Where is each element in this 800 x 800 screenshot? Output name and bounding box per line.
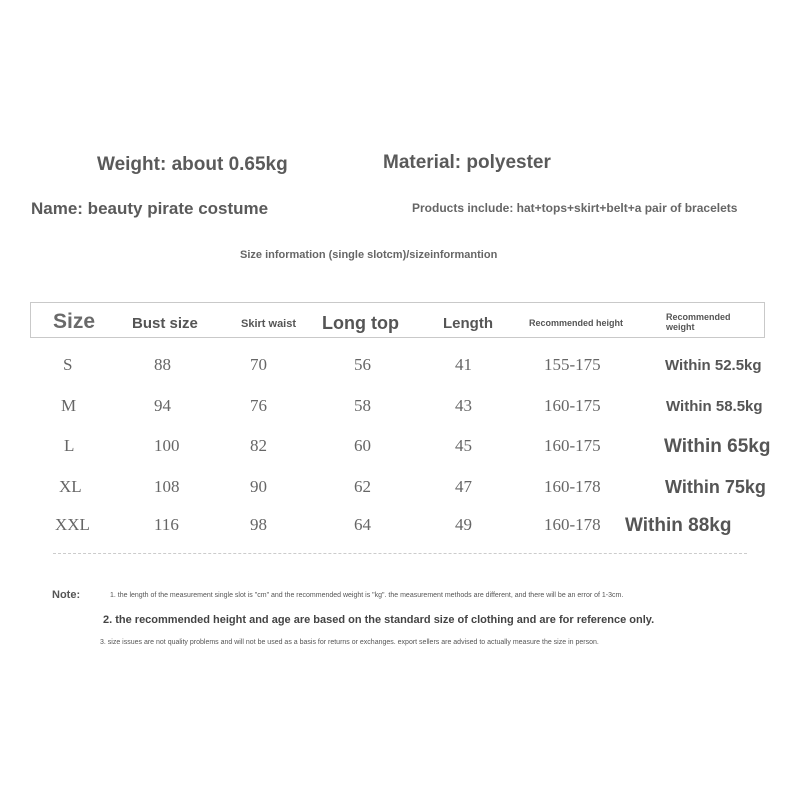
- cell-length: 47: [455, 477, 472, 496]
- cell-size: XXL: [55, 515, 90, 534]
- header-recommended-height: Recommended height: [529, 318, 624, 328]
- cell-recommended-weight: Within 75kg: [665, 477, 766, 497]
- product-name: Name: beauty pirate costume: [31, 199, 269, 218]
- cell-bust-size: 116: [154, 515, 179, 534]
- cell-length: 41: [455, 355, 472, 374]
- cell-recommended-weight: Within 58.5kg: [666, 398, 763, 415]
- material-info: Material: polyester: [383, 152, 551, 173]
- cell-bust-size: 100: [154, 436, 180, 455]
- header-long-top: Long top: [322, 313, 399, 333]
- cell-length: 49: [455, 515, 472, 534]
- cell-long-top: 64: [354, 515, 371, 534]
- weight-info: Weight: about 0.65kg: [97, 154, 288, 175]
- cell-long-top: 56: [354, 355, 371, 374]
- table-divider: [53, 553, 747, 554]
- cell-recommended-height: 160-178: [544, 515, 601, 534]
- cell-recommended-height: 160-175: [544, 436, 601, 455]
- header-recommended-weight: Recommended weight: [666, 312, 731, 332]
- cell-length: 45: [455, 436, 472, 455]
- cell-skirt-waist: 76: [250, 396, 267, 415]
- cell-recommended-weight: Within 65kg: [664, 436, 771, 457]
- cell-skirt-waist: 70: [250, 355, 267, 374]
- cell-recommended-weight: Within 88kg: [625, 515, 732, 536]
- cell-recommended-height: 160-178: [544, 477, 601, 496]
- header-size: Size: [53, 310, 96, 333]
- cell-bust-size: 94: [154, 396, 171, 415]
- cell-size: M: [61, 396, 77, 415]
- note-3: 3. size issues are not quality problems and will not be used as a basis for returns or exchanges. export sellers are advised to actually measure the size in person.: [100, 639, 599, 646]
- cell-length: 43: [455, 396, 472, 415]
- cell-long-top: 62: [354, 477, 371, 496]
- size-info-caption: Size information (single slotcm)/sizeinformantion: [240, 249, 498, 261]
- note-2: 2. the recommended height and age are based on the standard size of clothing and are for reference only.: [103, 614, 655, 626]
- cell-bust-size: 108: [154, 477, 180, 496]
- cell-recommended-height: 160-175: [544, 396, 601, 415]
- cell-size: XL: [59, 477, 82, 496]
- cell-size: S: [63, 355, 73, 374]
- cell-size: L: [64, 436, 75, 455]
- cell-skirt-waist: 98: [250, 515, 267, 534]
- cell-skirt-waist: 82: [250, 436, 267, 455]
- cell-long-top: 60: [354, 436, 371, 455]
- header-bust-size: Bust size: [132, 315, 198, 332]
- header-skirt-waist: Skirt waist: [241, 318, 297, 330]
- cell-recommended-height: 155-175: [544, 355, 601, 374]
- cell-skirt-waist: 90: [250, 477, 267, 496]
- note-1: 1. the length of the measurement single slot is "cm" and the recommended weight is "kg". the measurement methods are different, and there will be an error of 1-3cm.: [110, 592, 624, 599]
- header-length: Length: [443, 315, 493, 332]
- products-included: Products include: hat+tops+skirt+belt+a pair of bracelets: [412, 201, 738, 215]
- cell-recommended-weight: Within 52.5kg: [665, 357, 762, 374]
- cell-long-top: 58: [354, 396, 371, 415]
- note-label: Note:: [52, 589, 81, 601]
- cell-bust-size: 88: [154, 355, 171, 374]
